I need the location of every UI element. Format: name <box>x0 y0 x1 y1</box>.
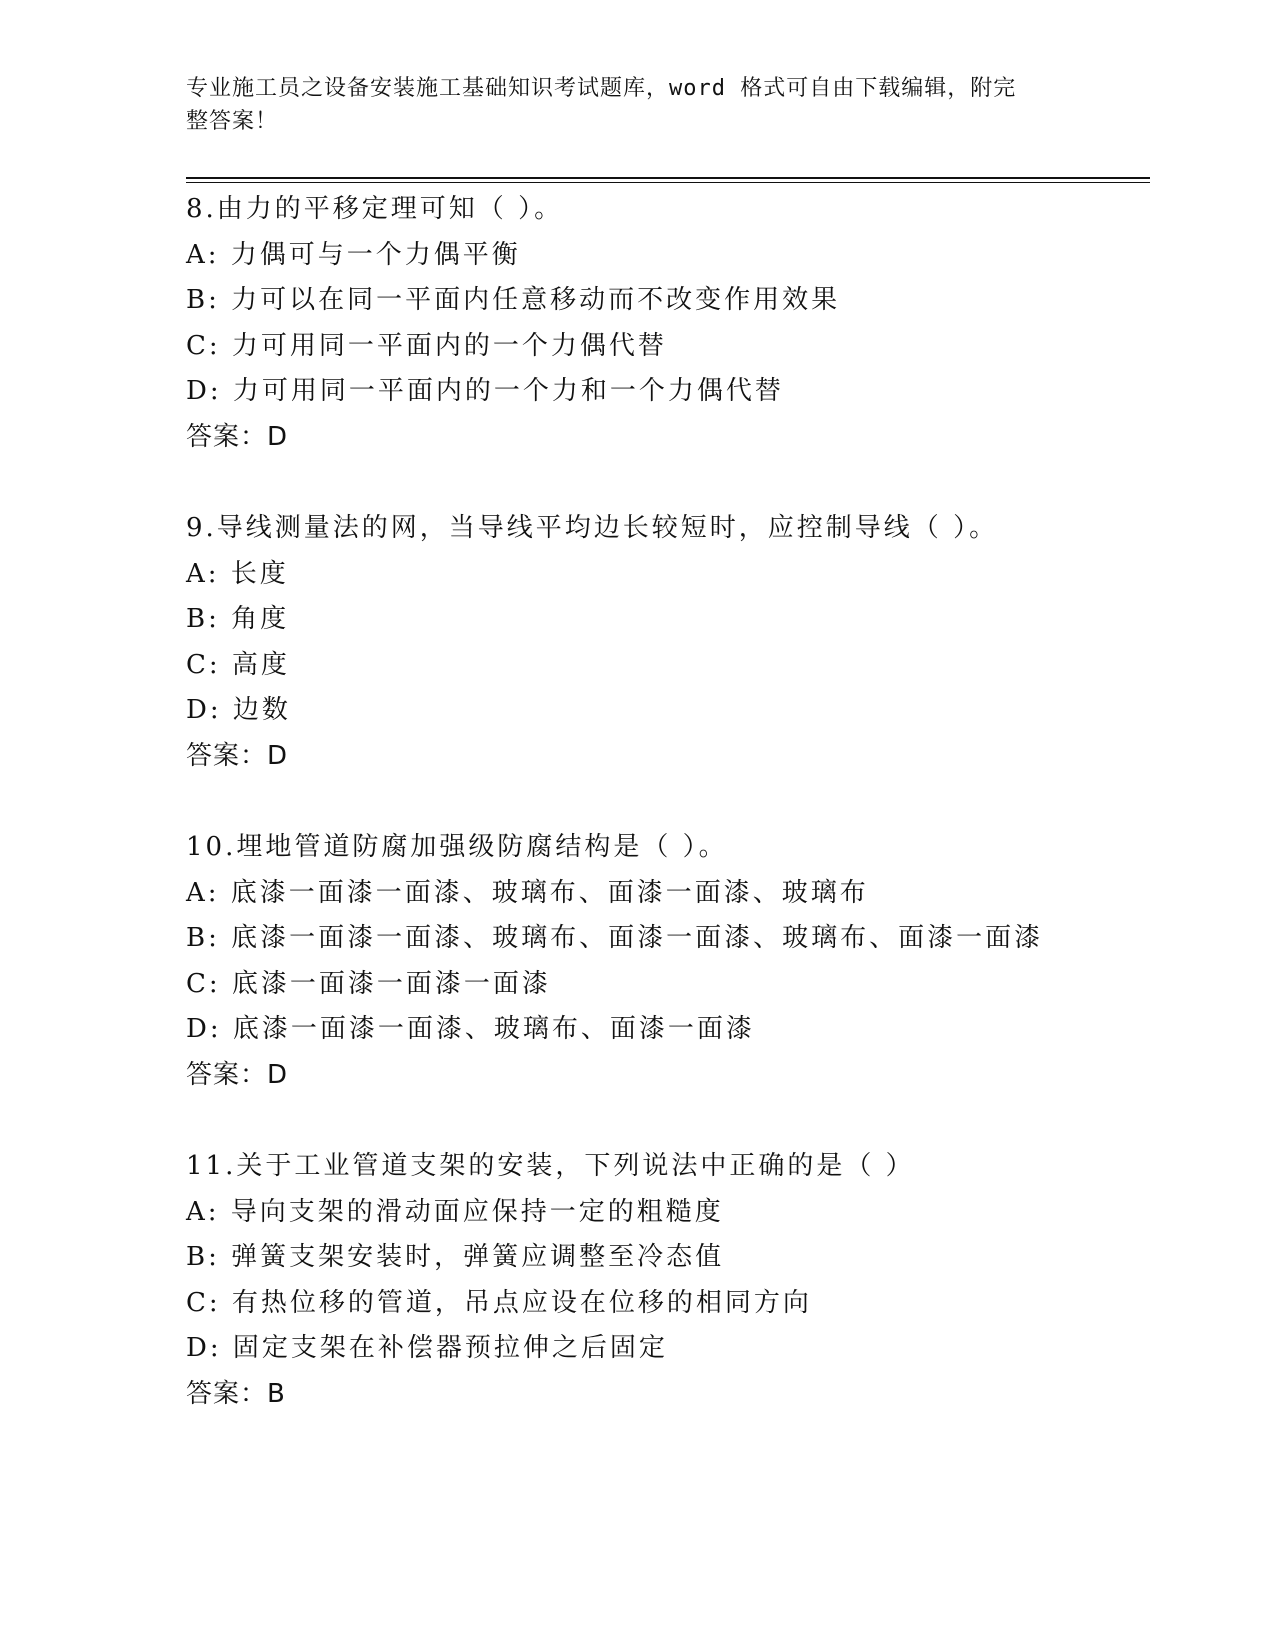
option-d: D: 固定支架在补偿器预拉伸之后固定 <box>186 1333 668 1364</box>
option-d: D: 力可用同一平面内的一个力和一个力偶代替 <box>186 376 784 407</box>
answer-line: 答案：D <box>186 421 289 452</box>
header-divider-thin <box>186 182 1150 183</box>
option-b: B: 弹簧支架安装时，弹簧应调整至冷态值 <box>186 1242 725 1273</box>
question-10 <box>186 825 1146 1099</box>
option-c: C: 力可用同一平面内的一个力偶代替 <box>186 330 667 361</box>
header-line-2: 整答案！ <box>186 109 279 134</box>
question-8 <box>186 187 1146 461</box>
option-c: C: 高度 <box>186 649 290 680</box>
question-stem: 10.埋地管道防腐加强级防腐结构是（ ）。 <box>186 832 728 862</box>
question-stem: 9.导线测量法的网，当导线平均边长较短时，应控制导线（ ）。 <box>186 513 999 543</box>
option-d: D: 边数 <box>186 695 291 726</box>
option-a: A: 长度 <box>186 558 289 589</box>
question-11 <box>186 1144 1146 1418</box>
question-9 <box>186 506 1146 780</box>
question-stem: 8.由力的平移定理可知（ ）。 <box>186 194 564 224</box>
option-b: B: 底漆一面漆一面漆、玻璃布、面漆一面漆、玻璃布、面漆一面漆 <box>186 923 1044 954</box>
option-a: A: 力偶可与一个力偶平衡 <box>186 239 521 270</box>
question-stem: 11.关于工业管道支架的安装，下列说法中正确的是（ ） <box>186 1151 915 1181</box>
document-header <box>186 72 1066 138</box>
option-c: C: 底漆一面漆一面漆一面漆 <box>186 968 551 999</box>
header-line-1: 专业施工员之设备安装施工基础知识考试题库，word 格式可自由下载编辑，附完 <box>186 76 1017 101</box>
option-c: C: 有热位移的管道，吊点应设在位移的相同方向 <box>186 1287 812 1318</box>
option-a: A: 导向支架的滑动面应保持一定的粗糙度 <box>186 1196 724 1227</box>
option-a: A: 底漆一面漆一面漆、玻璃布、面漆一面漆、玻璃布 <box>186 877 869 908</box>
option-d: D: 底漆一面漆一面漆、玻璃布、面漆一面漆 <box>186 1014 755 1045</box>
header-divider <box>186 177 1150 179</box>
option-b: B: 力可以在同一平面内任意移动而不改变作用效果 <box>186 285 841 316</box>
answer-line: 答案：B <box>186 1378 286 1409</box>
option-b: B: 角度 <box>186 604 290 635</box>
answer-line: 答案：D <box>186 1059 289 1090</box>
answer-line: 答案：D <box>186 740 289 771</box>
